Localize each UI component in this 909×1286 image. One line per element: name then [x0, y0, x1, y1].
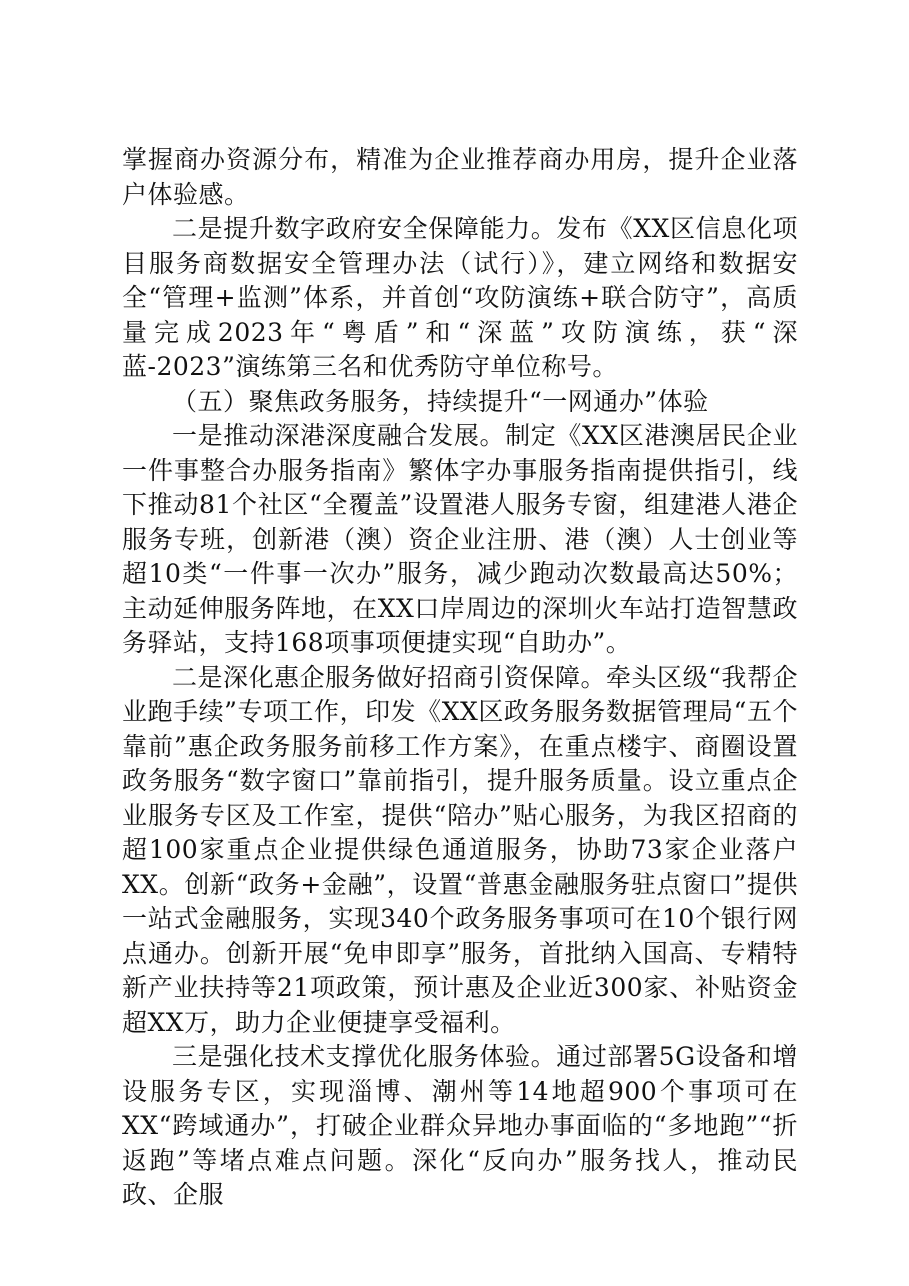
paragraph-hk-integration: 一是推动深港深度融合发展。制定《XX区港澳居民企业一件事整合办服务指南》繁体字办事服务指南提供指引，线下推动81个社区“全覆盖”设置港人服务专窗，组建港人港企服务专班，创新港（澳）资企业注册、港（澳）人士创业等超10类“一件事一次办”服务，减少跑动次数最高达50%；主动延伸服务阵地，在XX口岸周边的深圳火车站打造智慧政务驿站，支持168项事项便捷实现“自助办”。 — [122, 421, 798, 657]
paragraph-enterprise-services: 二是深化惠企服务做好招商引资保障。牵头区级“我帮企业跑手续”专项工作，印发《XX区政务服务数据管理局“五个靠前”惠企政务服务前移工作方案》，在重点楼宇、商圈设置政务服务“数字窗口”靠前指引，提升服务质量。设立重点企业服务专区及工作室，提供“陪办”贴心服务，为我区招商的超100家重点企业提供绿色通道服务，协助73家企业落户XX。创新“政务+金融”，设置“普惠金融服务驻点窗口”提供一站式金融服务，实现340个政务服务事项可在10个银行网点通办。创新开展“免申即享”服务，首批纳入国高、专精特新产业扶持等21项政策，预计惠及企业近300家、补贴资金超XX万，助力企业便捷享受福利。 — [122, 662, 798, 1037]
section-heading-government-services: （五）聚焦政务服务，持续提升“一网通办”体验 — [172, 386, 709, 416]
document-body — [122, 143, 798, 1213]
paragraph-technical-support: 三是强化技术支撑优化服务体验。通过部署5G设备和增设服务专区，实现淄博、潮州等14地超900个事项可在XX“跨域通办”，打破企业群众异地办事面临的“多地跑”“折返跑”等堵点难点问题。深化“反向办”服务找人，推动民政、企服 — [122, 1042, 798, 1209]
paragraph-security-capability: 二是提升数字政府安全保障能力。发布《XX区信息化项目服务商数据安全管理办法（试行）》，建立网络和数据安全“管理+监测”体系，并首创“攻防演练+联合防守”，高质量完成2023年“粤盾”和“深蓝”攻防演练，获“深蓝-2023”演练第三名和优秀防守单位称号。 — [122, 214, 798, 381]
paragraph-continuation: 掌握商办资源分布，精准为企业推荐商办用房，提升企业落户体验感。 — [122, 145, 798, 209]
